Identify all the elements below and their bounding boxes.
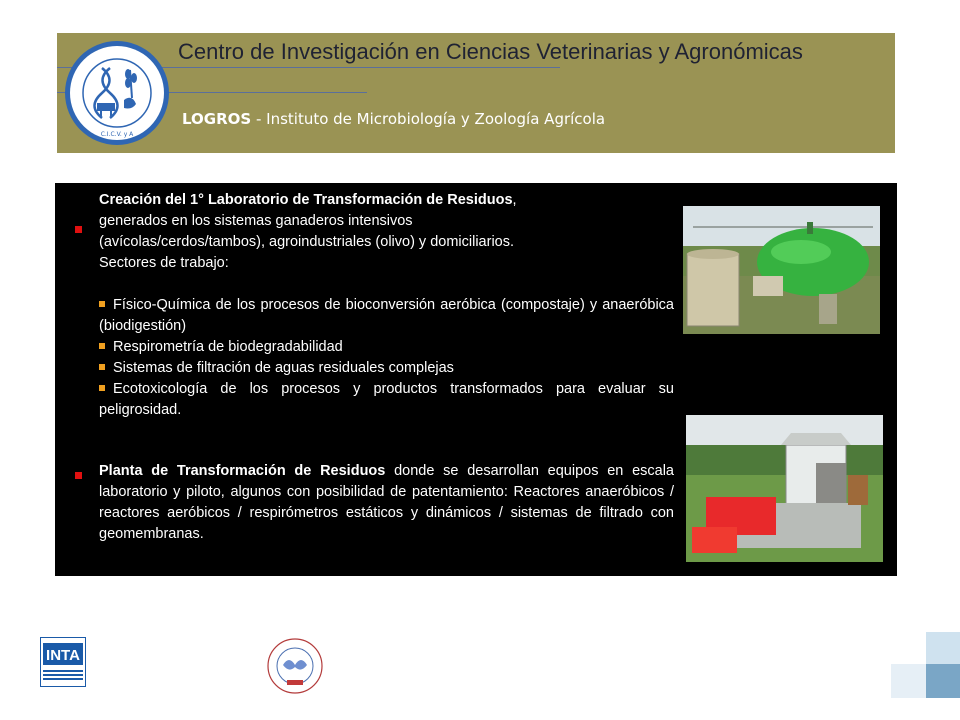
tanks-photo xyxy=(683,206,880,334)
subtitle-bold: LOGROS xyxy=(182,110,252,128)
block1-heading xyxy=(99,190,674,211)
block1-heading-rest: , xyxy=(512,192,517,208)
orange-bullet xyxy=(99,301,105,307)
inta-logo xyxy=(40,637,86,687)
list-item xyxy=(99,295,674,337)
block1-text xyxy=(99,190,674,421)
red-bullet-2 xyxy=(75,472,82,479)
list-item xyxy=(99,358,674,379)
block1-line4: Sectores de trabajo: xyxy=(99,255,229,271)
block2-heading-bold: Planta de Transformación de Residuos xyxy=(99,463,386,479)
list-item-text: Sistemas de filtración de aguas residuales complejas xyxy=(113,360,454,376)
list-item-text: Respirometría de biodegradabilidad xyxy=(113,339,343,355)
inta-label: INTA xyxy=(46,647,80,664)
deco-square-pale xyxy=(891,664,926,698)
block1-line3: (avícolas/cerdos/tambos), agroindustriales (olivo) y domiciliarios. xyxy=(99,234,515,250)
plant-photo xyxy=(686,415,883,562)
orange-bullet xyxy=(99,364,105,370)
red-bullet-1 xyxy=(75,226,82,233)
list-item-text: Ecotoxicología de los procesos y productos transformados para evaluar su peligrosidad. xyxy=(99,381,674,418)
orange-bullet xyxy=(99,343,105,349)
orange-bullet xyxy=(99,385,105,391)
deco-square-dark xyxy=(926,664,960,698)
subtitle-rest: - Instituto de Microbiología y Zoología Agrícola xyxy=(251,110,606,128)
page-title: Centro de Investigación en Ciencias Veterinarias y Agronómicas xyxy=(178,39,803,64)
list-item-text: Físico-Química de los procesos de bioconversión aeróbica (compostaje) y anaeróbica (biodigestión) xyxy=(99,297,674,334)
deco-square-light xyxy=(926,632,960,664)
institute-seal xyxy=(266,637,324,695)
block2-text xyxy=(99,461,674,545)
page-subtitle xyxy=(182,110,605,128)
svg-text:C.I.C.V. y A: C.I.C.V. y A xyxy=(100,131,134,138)
block1-line2: generados en los sistemas ganaderos intensivos xyxy=(99,213,413,229)
block2-body: donde se desarrollan equipos en escala laboratorio y piloto, algunos con posibilidad de patentamiento: Reactores anaeróbicos / reactores aeróbicos / respirómetros estáticos y dinámicos / sistemas de filtrado con geomembranas. xyxy=(99,463,674,542)
cicvya-logo xyxy=(62,38,172,148)
list-item xyxy=(99,337,674,358)
block1-heading-bold: Creación del 1° Laboratorio de Transformación de Residuos xyxy=(99,192,513,208)
list-item xyxy=(99,379,674,421)
